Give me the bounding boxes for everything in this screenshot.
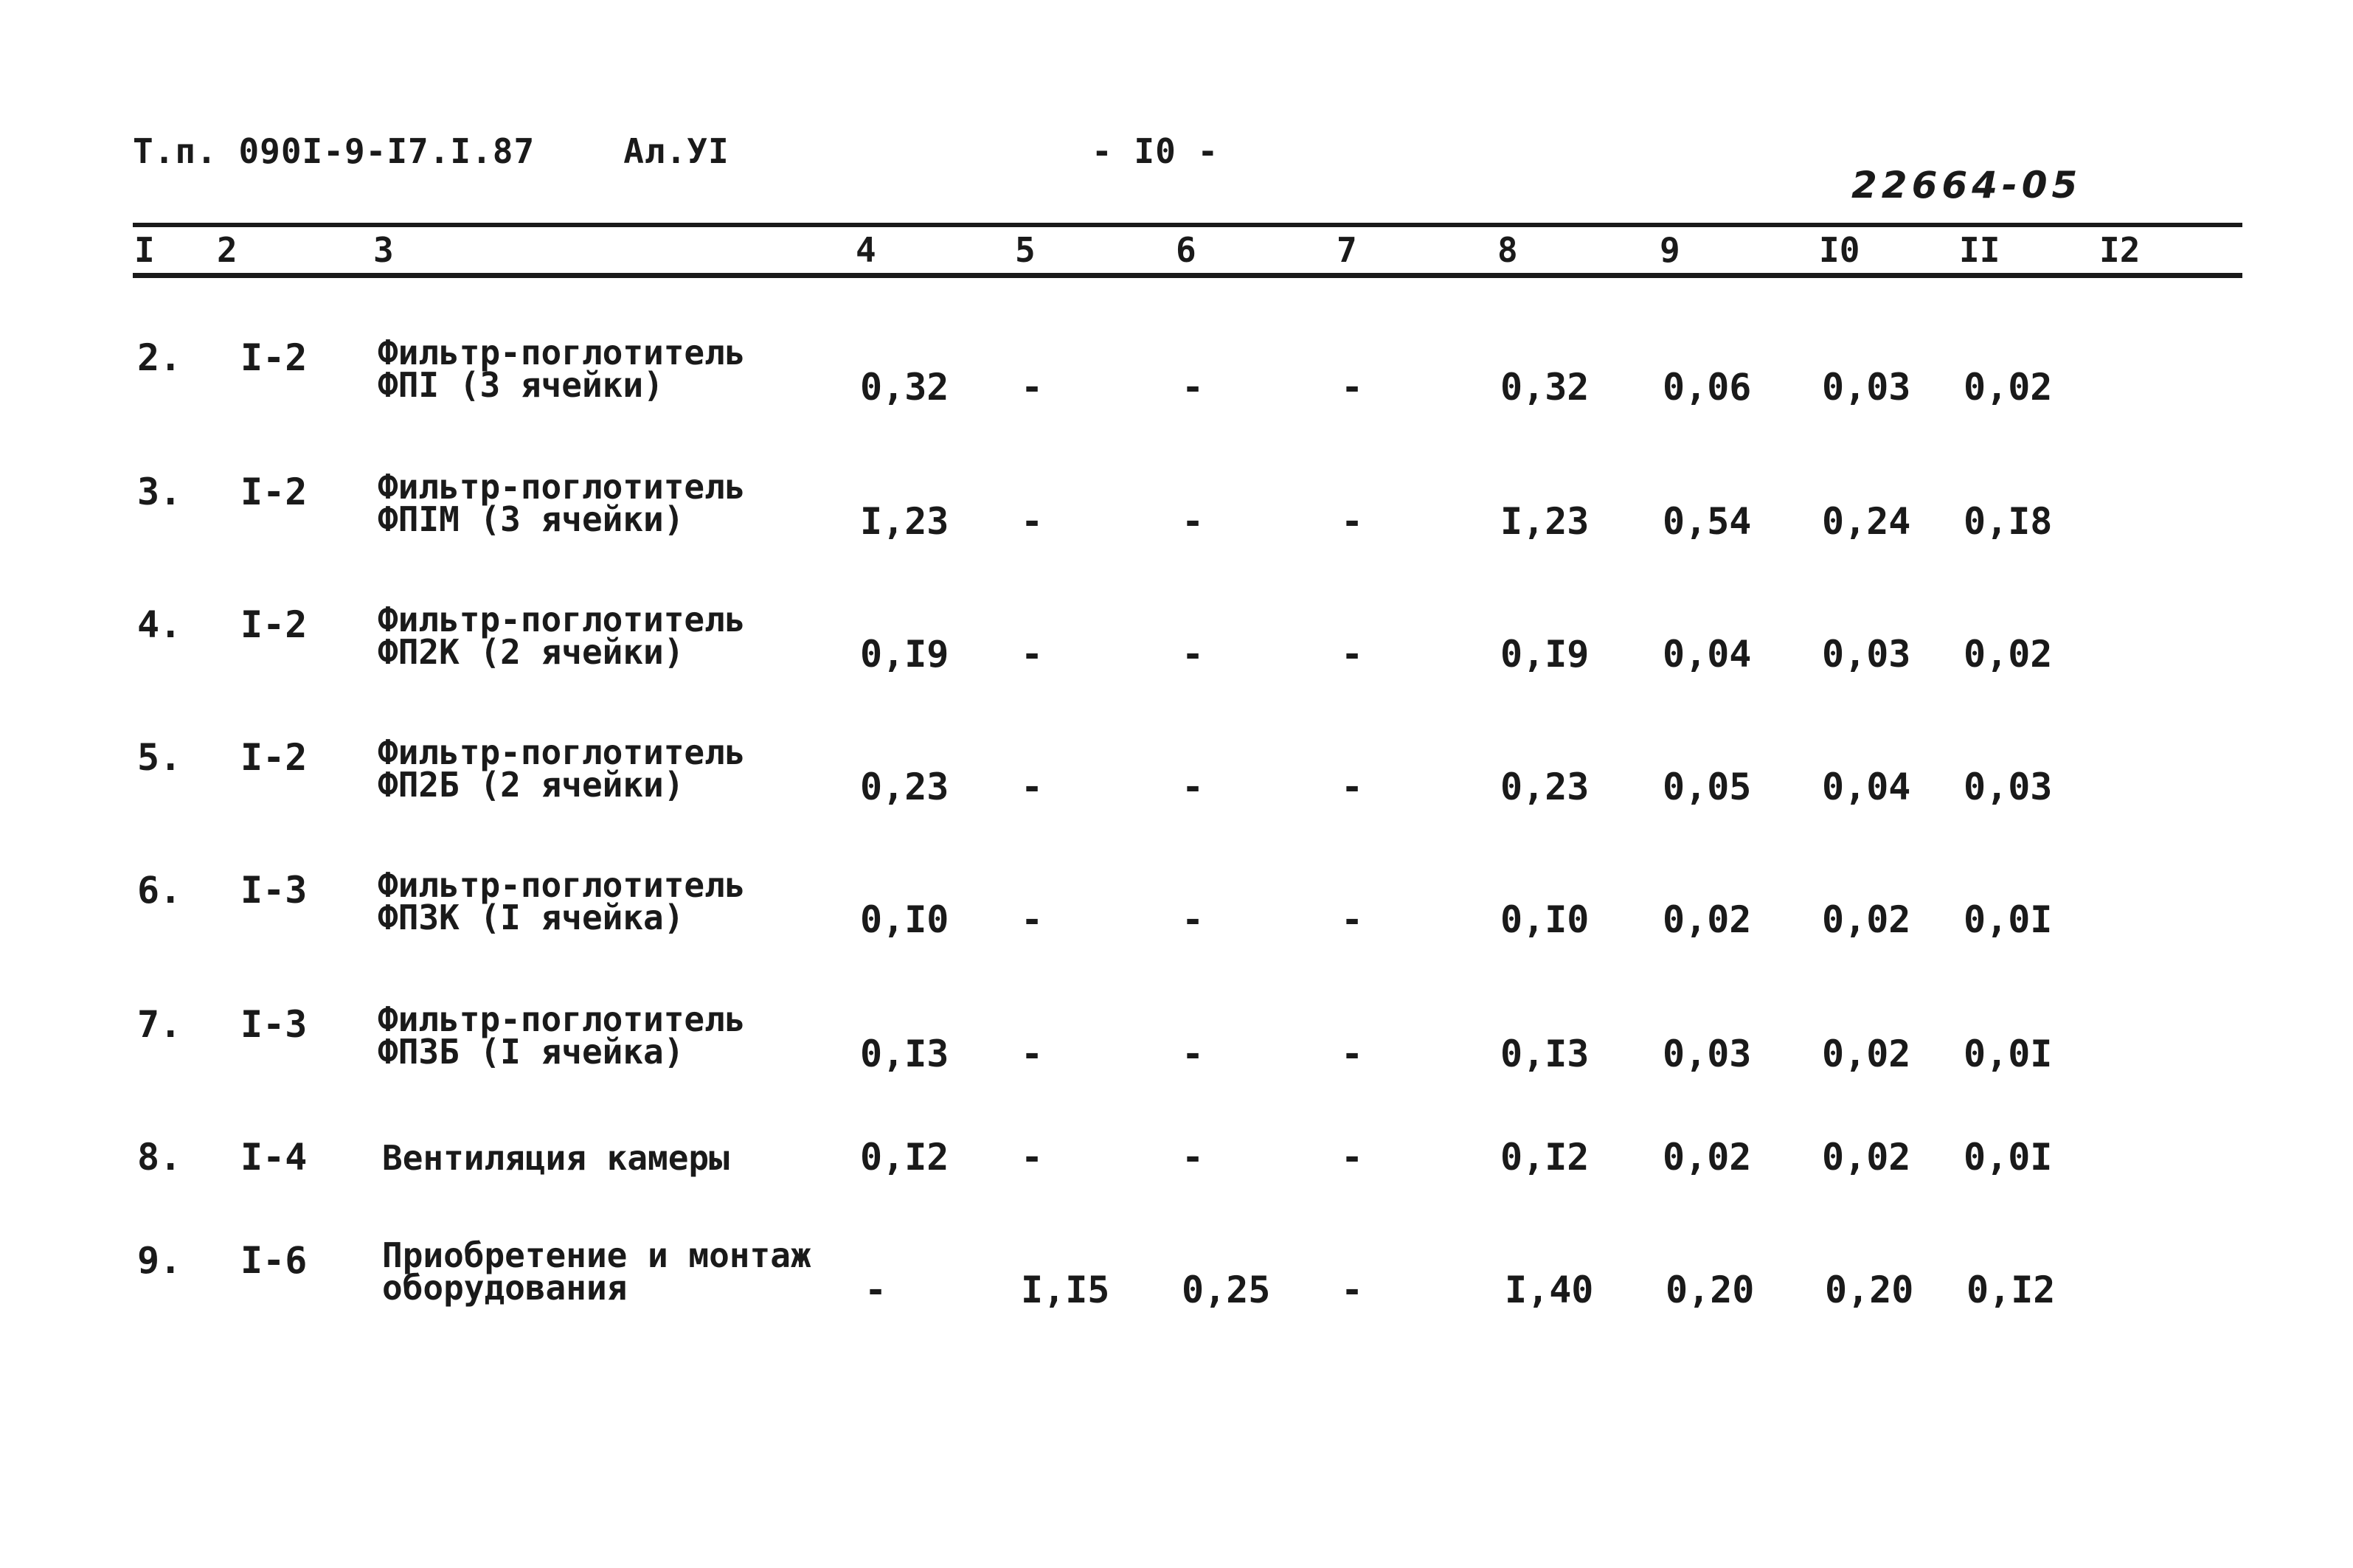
row-index: 7. [137, 1003, 182, 1046]
cell-col9: 0,54 [1663, 500, 1752, 543]
row-reference: I-3 [240, 869, 308, 912]
cell-col4: 0,I0 [860, 898, 949, 941]
column-number-1: I [134, 230, 155, 270]
cell-col11: 0,02 [1964, 366, 2053, 409]
column-number-2: 2 [217, 230, 238, 270]
cell-col11: 0,0I [1964, 898, 2053, 941]
cell-col7: - [1341, 500, 1364, 543]
cell-col7: - [1341, 766, 1364, 808]
row-reference: I-2 [240, 736, 308, 779]
cell-col5: - [1021, 366, 1044, 409]
cell-col11: 0,0I [1964, 1033, 2053, 1075]
cell-col8: 0,I2 [1500, 1136, 1590, 1179]
cell-col11: 0,I2 [1966, 1269, 2056, 1311]
cell-col5: - [1021, 500, 1044, 543]
cell-col8: 0,I3 [1500, 1033, 1590, 1075]
row-reference: I-2 [240, 336, 308, 379]
column-number-4: 4 [856, 230, 876, 270]
cell-col5: - [1021, 1136, 1044, 1179]
column-number-11: II [1959, 230, 2000, 270]
cell-col4: 0,I9 [860, 633, 949, 676]
row-name: Фильтр-поглотитель ФП3К (I ячейка) [378, 865, 746, 937]
cell-col8: 0,23 [1500, 766, 1590, 808]
cell-col11: 0,02 [1964, 633, 2053, 676]
cell-col6: - [1182, 1033, 1205, 1075]
document-reference: Т.п. 090I-9-I7.I.87 [133, 131, 536, 171]
cell-col11: 0,0I [1964, 1136, 2053, 1179]
column-number-5: 5 [1015, 230, 1036, 270]
row-reference: I-2 [240, 471, 308, 513]
cell-col9: 0,06 [1663, 366, 1752, 409]
cell-col5: - [1021, 633, 1044, 676]
row-name: Приобретение и монтаж оборудования [382, 1235, 811, 1308]
row-name: Фильтр-поглотитель ФПIМ (3 ячейки) [378, 467, 746, 539]
header-bottom-rule [133, 273, 2242, 278]
cell-col10: 0,20 [1825, 1269, 1914, 1311]
cell-col9: 0,05 [1663, 766, 1752, 808]
row-index: 4. [137, 603, 182, 646]
cell-col8: 0,32 [1500, 366, 1590, 409]
cell-col9: 0,02 [1663, 1136, 1752, 1179]
cell-col4: - [864, 1269, 887, 1311]
cell-col6: - [1182, 366, 1205, 409]
cell-col7: - [1341, 633, 1364, 676]
cell-col7: - [1341, 1033, 1364, 1075]
row-index: 9. [137, 1239, 182, 1282]
handwritten-code: 22664-05 [1851, 164, 2082, 207]
row-reference: I-2 [240, 603, 308, 646]
cell-col5: - [1021, 898, 1044, 941]
cell-col6: 0,25 [1182, 1269, 1271, 1311]
header-top-rule [133, 223, 2242, 227]
cell-col10: 0,03 [1822, 633, 1911, 676]
cell-col4: 0,I3 [860, 1033, 949, 1075]
cell-col4: 0,32 [860, 366, 949, 409]
cell-col4: 0,23 [860, 766, 949, 808]
column-number-3: 3 [373, 230, 394, 270]
cell-col9: 0,03 [1663, 1033, 1752, 1075]
cell-col9: 0,04 [1663, 633, 1752, 676]
cell-col7: - [1341, 366, 1364, 409]
row-reference: I-4 [240, 1136, 308, 1179]
row-name: Фильтр-поглотитель ФП2К (2 ячейки) [378, 600, 746, 672]
cell-col9: 0,20 [1666, 1269, 1755, 1311]
row-index: 2. [137, 336, 182, 379]
column-number-9: 9 [1660, 230, 1680, 270]
column-number-6: 6 [1176, 230, 1196, 270]
cell-col5: - [1021, 1033, 1044, 1075]
cell-col7: - [1341, 1136, 1364, 1179]
row-reference: I-6 [240, 1239, 308, 1282]
cell-col9: 0,02 [1663, 898, 1752, 941]
cell-col10: 0,02 [1822, 1033, 1911, 1075]
cell-col11: 0,I8 [1964, 500, 2053, 543]
row-index: 8. [137, 1136, 182, 1179]
cell-col7: - [1341, 898, 1364, 941]
column-number-10: I0 [1819, 230, 1860, 270]
row-name: Вентиляция камеры [382, 1138, 730, 1178]
cell-col4: I,23 [860, 500, 949, 543]
cell-col10: 0,02 [1822, 898, 1911, 941]
cell-col10: 0,04 [1822, 766, 1911, 808]
cell-col6: - [1182, 633, 1205, 676]
cell-col11: 0,03 [1964, 766, 2053, 808]
cell-col10: 0,03 [1822, 366, 1911, 409]
cell-col7: - [1341, 1269, 1364, 1311]
row-name: Фильтр-поглотитель ФПI (3 ячейки) [378, 333, 746, 405]
cell-col6: - [1182, 1136, 1205, 1179]
cell-col6: - [1182, 766, 1205, 808]
cell-col5: - [1021, 766, 1044, 808]
cell-col8: I,23 [1500, 500, 1590, 543]
column-number-8: 8 [1497, 230, 1518, 270]
column-number-12: I2 [2099, 230, 2141, 270]
cell-col8: 0,I0 [1500, 898, 1590, 941]
row-name: Фильтр-поглотитель ФП3Б (I ячейка) [378, 999, 746, 1072]
page-number: - I0 - [1092, 131, 1219, 171]
cell-col5: I,I5 [1021, 1269, 1110, 1311]
cell-col8: 0,I9 [1500, 633, 1590, 676]
row-reference: I-3 [240, 1003, 308, 1046]
cell-col6: - [1182, 500, 1205, 543]
cell-col10: 0,02 [1822, 1136, 1911, 1179]
row-name: Фильтр-поглотитель ФП2Б (2 ячейки) [378, 732, 746, 805]
row-index: 3. [137, 471, 182, 513]
row-index: 5. [137, 736, 182, 779]
cell-col10: 0,24 [1822, 500, 1911, 543]
cell-col4: 0,I2 [860, 1136, 949, 1179]
cell-col6: - [1182, 898, 1205, 941]
sheet-label: Ал.УI [623, 131, 730, 171]
document-header [133, 131, 730, 171]
cell-col8: I,40 [1505, 1269, 1594, 1311]
column-number-7: 7 [1337, 230, 1357, 270]
row-index: 6. [137, 869, 182, 912]
